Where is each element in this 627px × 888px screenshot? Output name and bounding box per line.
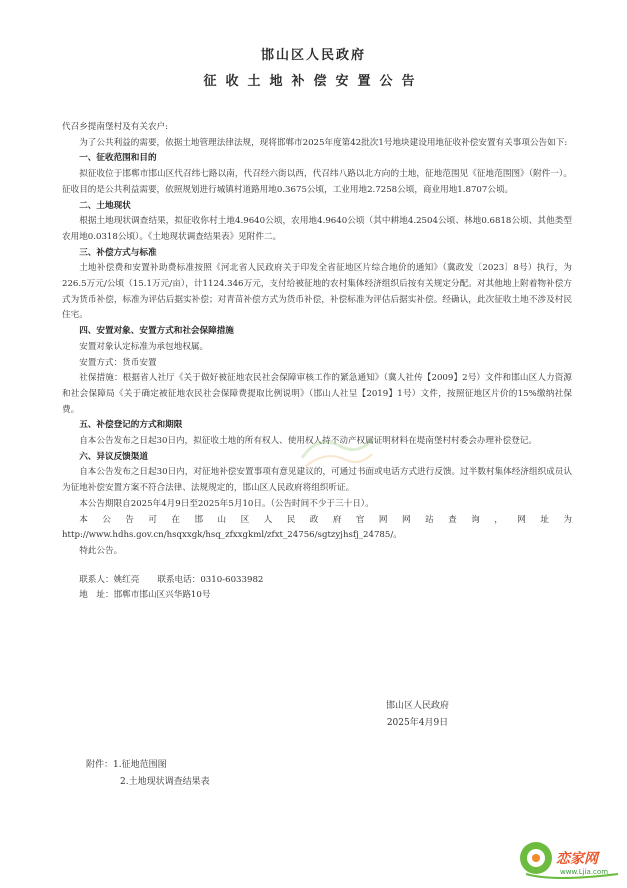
attachment-2: 2.土地现状调查结果表 bbox=[120, 777, 210, 787]
website-url[interactable]: http://www.hdhs.gov.cn/hsqxxgk/hsq_zfxxgkml/zfxt_24756/sgtzyjhsfj_24785/。 bbox=[62, 530, 402, 541]
watermark-swirl-icon bbox=[296, 428, 378, 472]
contact-phone: 联系电话：0310-6033982 bbox=[157, 574, 264, 585]
notice-period: 本公告期限自2025年4月9日至2025年5月10日。（公告时间不少于三十日）。 bbox=[79, 498, 374, 509]
document-title: 征收土地补偿安置公告 bbox=[203, 74, 424, 89]
section-4-line-3: 社保措施：根据省人社厅《关于做好被征地农民社会保障审核工作的紧急通知》（冀人社传【2009】2号）文件和邯山区人力资源和社会保障局《关于确定被征地农民社会保障费提取比例说明》（邯山人社呈【2019】1号）文件，按照征地区片价的15%缴纳社保费。 bbox=[62, 373, 572, 415]
contact-line bbox=[79, 573, 572, 589]
contact-block bbox=[79, 573, 572, 604]
signature-block bbox=[386, 698, 449, 732]
attachments-list bbox=[86, 757, 210, 791]
announcement-body bbox=[62, 120, 572, 604]
section-4-line-1: 安置对象认定标准为承包地权属。 bbox=[79, 341, 209, 352]
section-3-text: 土地补偿费和安置补助费标准按照《河北省人民政府关于印发全省征地区片综合地价的通知》（冀政发〔2023〕8号）执行，为226.5万元/公顷（15.1万元/亩），计1124.346万元，支付给被征地的农村集体经济组织后按有关规定分配。对其他地上附着物补偿方式为货币补偿，标准为评估后据实补偿；对青苗补偿方式为货币补偿，补偿标准为评估后据实补偿。经确认，此次征收土地不涉及村民住宅。 bbox=[62, 263, 572, 321]
salutation: 代召乡提南堡村及有关农户: bbox=[62, 122, 169, 132]
section-6-title: 六、异议反馈渠道 bbox=[79, 451, 148, 462]
watermark-logo-text: 恋家网 bbox=[556, 851, 598, 867]
watermark-logo-url: www.Ljia.com bbox=[560, 868, 609, 876]
signature-date: 2025年4月9日 bbox=[386, 718, 449, 728]
section-2-title: 二、土地现状 bbox=[79, 200, 131, 211]
contact-address: 地 址：邯郸市邯山区兴华路10号 bbox=[79, 590, 211, 601]
attachment-1: 附件：1.征地范围图 bbox=[86, 760, 167, 770]
intro-paragraph: 为了公共利益的需要，依据土地管理法律法规，现将邯郸市2025年度第42批次1号地块建设用地征收补偿安置有关事项公告如下: bbox=[79, 137, 568, 148]
closing-text: 特此公告。 bbox=[79, 545, 123, 556]
section-4-title: 四、安置对象、安置方式和社会保障措施 bbox=[79, 326, 234, 337]
section-1-text: 拟征收位于邯郸市邯山区代召纬七路以南，代召经六街以西，代召纬八路以北方向的土地，征地范围见《征地范围图》（附件一）。征收目的是公共利益需要，依照规划进行城镇村道路用地0.3675公顷，工业用地2.7258公顷，商业用地1.8707公顷。 bbox=[62, 169, 572, 195]
section-1-title: 一、征收范围和目的 bbox=[79, 153, 157, 164]
section-2-text: 根据土地现状调查结果，拟征收你村土地4.9640公顷，农用地4.9640公顷（其中耕地4.2504公顷、林地0.6818公顷、其他类型农用地0.0318公顷）。《土地现状调查结果表》见附件二。 bbox=[62, 216, 572, 242]
section-5-text: 自本公告发布之日起30日内，拟征收土地的所有权人、使用权人持不动产权属证明材料在堤南堡村村委会办理补偿登记。 bbox=[79, 436, 538, 447]
section-3-title: 三、补偿方式与标准 bbox=[79, 247, 157, 258]
issuer-heading: 邯山区人民政府 bbox=[260, 48, 366, 63]
section-6-text: 自本公告发布之日起30日内，对征地补偿安置事项有意见建议的，可通过书面或电话方式进行反馈。过半数村集体经济组织成员认为征地补偿安置方案不符合法律、法规规定的，邯山区人民政府将组织听证。 bbox=[62, 467, 572, 494]
section-4-line-2: 安置方式：货币安置 bbox=[79, 357, 157, 368]
section-5-title: 五、补偿登记的方式和期限 bbox=[79, 420, 183, 431]
signature-org: 邯山区人民政府 bbox=[386, 701, 450, 711]
contact-person: 联系人：姚红亮 bbox=[79, 574, 140, 585]
query-line: 本 公 告 可 在 邯 山 区 人 民 政 府 官 网 网 站 查 询 ， 网 址 为 bbox=[79, 514, 572, 525]
